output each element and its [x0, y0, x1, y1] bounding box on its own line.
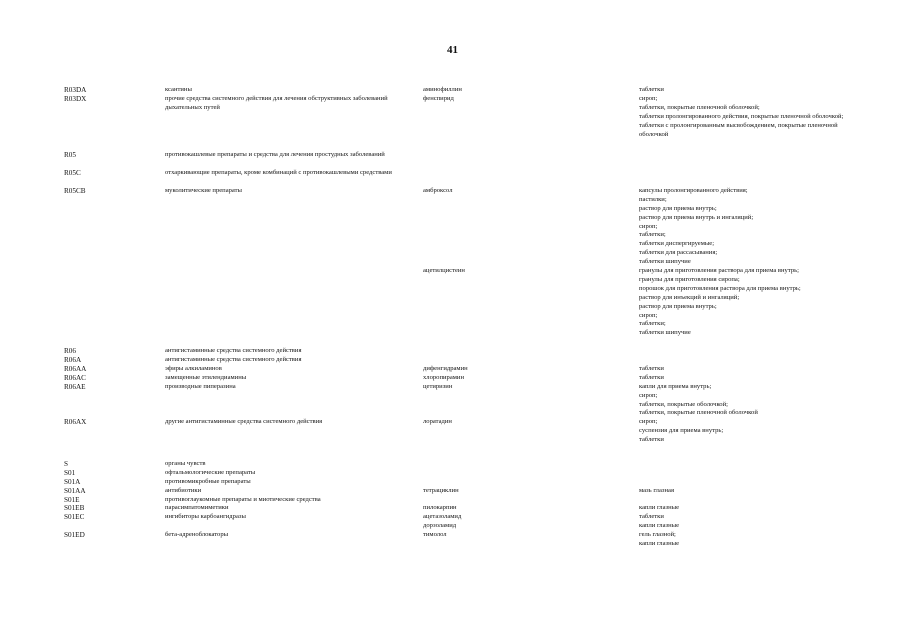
dosage-form: пастилки;	[639, 195, 667, 203]
atc-code: S01	[64, 468, 76, 477]
table-row	[64, 95, 864, 148]
atc-code: S01ED	[64, 531, 85, 540]
drug-name: фенспирид	[423, 94, 454, 102]
anatomical-therapeutic-group: парасимпатомиметики	[165, 504, 229, 512]
atc-code: S01E	[64, 495, 80, 504]
dosage-form: сироп;	[639, 391, 658, 399]
atc-code: R06	[64, 347, 76, 356]
table-row	[64, 469, 864, 478]
dosage-form: капсулы пролонгированного действия;	[639, 186, 748, 194]
anatomical-therapeutic-group: антигистаминные средства системного действия	[165, 347, 302, 355]
anatomical-therapeutic-group: отхаркивающие препараты, кроме комбинаций с противокашлевыми средствами	[165, 169, 392, 177]
dosage-form: раствор для приема внутрь и ингаляций;	[639, 213, 754, 221]
table-row	[64, 169, 864, 187]
anatomical-therapeutic-group: органы чувств	[165, 460, 206, 467]
dosage-form: таблетки шипучие	[639, 258, 691, 266]
dosage-forms	[639, 383, 867, 419]
dosage-forms	[639, 418, 867, 445]
drug-name: дифенгидрамин	[423, 364, 468, 372]
dosage-forms	[639, 374, 867, 383]
anatomical-therapeutic-group: ксантины	[165, 86, 192, 93]
anatomical-therapeutic-group: другие антигистаминные средства системного действия	[165, 418, 323, 426]
table-row	[64, 374, 864, 383]
drug-name: аминофиллин	[423, 86, 462, 93]
dosage-form: таблетки, покрытые оболочкой;	[639, 400, 728, 408]
table-row	[64, 522, 864, 531]
table-row	[64, 513, 864, 522]
anatomical-therapeutic-group: антибиотики	[165, 486, 202, 494]
drug-name: хлоропирамин	[423, 373, 464, 381]
dosage-form: капли глазные	[639, 522, 680, 530]
dosage-form: гранулы для приготовления раствора для приема внутрь;	[639, 266, 799, 274]
dosage-form: гель глазной;	[639, 531, 676, 539]
dosage-form: таблетки	[639, 364, 664, 372]
dosage-form: капли для приема внутрь;	[639, 382, 712, 390]
atc-code: S01AA	[64, 486, 86, 495]
table-row	[64, 365, 864, 374]
page-number: 41	[447, 44, 458, 56]
drug-name: тетрациклин	[423, 486, 459, 494]
table-row	[64, 496, 864, 505]
atc-code: S01EC	[64, 513, 85, 522]
anatomical-therapeutic-group: бета-адреноблокаторы	[165, 531, 229, 539]
atc-code: R05CB	[64, 186, 86, 195]
dosage-forms	[639, 365, 867, 374]
dosage-form: капли глазные	[639, 540, 680, 548]
dosage-forms	[639, 95, 867, 140]
dosage-form: таблетки шипучие	[639, 329, 691, 337]
drug-name: пилокарпин	[423, 504, 457, 512]
atc-code: R03DX	[64, 94, 87, 103]
dosage-forms	[639, 504, 867, 513]
table-row	[64, 151, 864, 169]
atc-code: S01A	[64, 477, 81, 486]
dosage-forms	[639, 531, 867, 549]
dosage-form: таблетки;	[639, 320, 666, 328]
dosage-forms	[639, 487, 867, 496]
dosage-form: порошок для приготовления раствора для приема внутрь;	[639, 284, 801, 292]
dosage-form: раствор для приема внутрь;	[639, 204, 717, 212]
anatomical-therapeutic-group: муколитические препараты	[165, 186, 242, 194]
dosage-form: суспензия для приема внутрь;	[639, 427, 724, 435]
atc-code: R05	[64, 151, 76, 160]
dosage-form: сироп;	[639, 311, 658, 319]
anatomical-therapeutic-group: офтальмологические препараты	[165, 468, 256, 476]
atc-code: R06AX	[64, 418, 87, 427]
dosage-form: сироп;	[639, 222, 658, 230]
atc-classification-table	[64, 86, 864, 549]
atc-code: S	[64, 460, 68, 468]
table-row	[64, 531, 864, 549]
dosage-form: капли глазные	[639, 504, 680, 512]
table-row	[64, 504, 864, 513]
dosage-forms	[639, 513, 867, 522]
dosage-forms	[639, 522, 867, 531]
atc-code: R06AA	[64, 364, 87, 373]
dosage-form: сироп;	[639, 94, 658, 102]
atc-code: R06AE	[64, 382, 86, 391]
drug-name: цетиризин	[423, 382, 453, 390]
table-row	[64, 418, 864, 445]
dosage-form: таблетки, покрытые пленочной оболочкой	[639, 409, 758, 417]
table-row	[64, 86, 864, 95]
atc-code: R06AC	[64, 373, 86, 382]
dosage-form: таблетки	[639, 86, 664, 93]
anatomical-therapeutic-group: противоглаукомные препараты и миотические средства	[165, 495, 321, 503]
anatomical-therapeutic-group: замещенные этилендиамины	[165, 373, 247, 381]
table-row	[64, 478, 864, 487]
drug-name: лоратадин	[423, 418, 452, 426]
table-row	[64, 487, 864, 496]
dosage-form: таблетки	[639, 373, 664, 381]
table-row	[64, 347, 864, 356]
table-row	[64, 460, 864, 469]
drug-name: ацетилцистеин	[423, 266, 465, 274]
dosage-form: таблетки;	[639, 231, 666, 239]
dosage-form: таблетки	[639, 513, 664, 521]
dosage-form: таблетки пролонгированного действия, покрытые пленочной оболочкой;	[639, 112, 844, 120]
drug-name: дорзоламид	[423, 522, 457, 530]
dosage-form: сироп;	[639, 418, 658, 426]
atc-code: R05C	[64, 169, 81, 178]
anatomical-therapeutic-group: производные пиперазина	[165, 382, 236, 390]
table-row	[64, 383, 864, 419]
dosage-form: раствор для инъекций и ингаляций;	[639, 293, 740, 301]
anatomical-therapeutic-group: ингибиторы карбоангидразы	[165, 513, 246, 521]
table-row	[64, 267, 864, 338]
anatomical-therapeutic-group: эфиры алкиламинов	[165, 364, 222, 372]
dosage-forms	[639, 187, 867, 267]
table-row	[64, 187, 864, 267]
dosage-form: таблетки для рассасывания;	[639, 249, 718, 257]
anatomical-therapeutic-group: противокашлевые препараты и средства для лечения простудных заболеваний	[165, 151, 385, 159]
table-row	[64, 356, 864, 365]
dosage-form: гранулы для приготовления сиропа;	[639, 275, 740, 283]
drug-name: амброксол	[423, 186, 453, 194]
dosage-form: мазь глазная	[639, 486, 674, 494]
dosage-form: таблетки, покрытые пленочной оболочкой;	[639, 103, 760, 111]
dosage-form: таблетки	[639, 436, 664, 444]
drug-name: ацетазоламид	[423, 513, 462, 521]
dosage-forms	[639, 267, 867, 338]
dosage-form: таблетки с пролонгированным высвобождением, покрытые пленочной оболочкой	[639, 121, 838, 138]
drug-name: тимолол	[423, 531, 447, 539]
atc-code: R03DA	[64, 86, 87, 94]
anatomical-therapeutic-group: антигистаминные средства системного действия	[165, 356, 302, 364]
dosage-forms	[639, 86, 867, 95]
atc-code: S01EB	[64, 504, 85, 513]
anatomical-therapeutic-group: противомикробные препараты	[165, 477, 251, 485]
anatomical-therapeutic-group: прочие средства системного действия для лечения обструктивных заболеваний дыхательных путей	[165, 94, 388, 111]
dosage-form: раствор для приема внутрь;	[639, 302, 717, 310]
dosage-form: таблетки диспергируемые;	[639, 240, 715, 248]
atc-code: R06A	[64, 356, 82, 365]
